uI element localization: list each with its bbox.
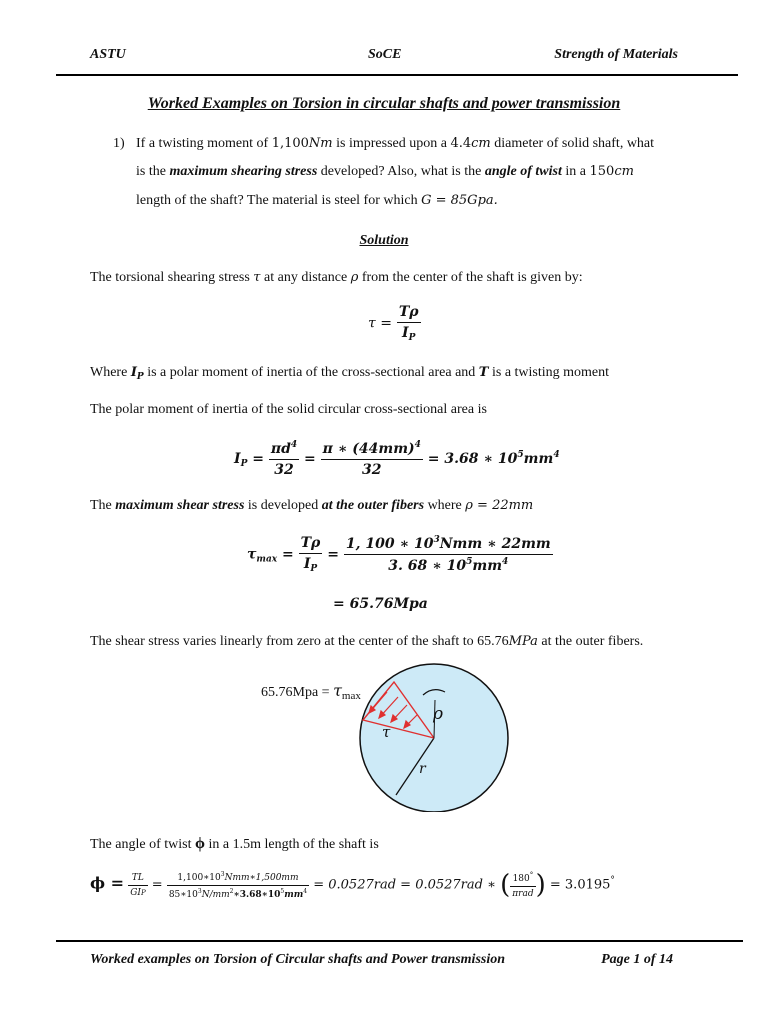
header-right: Strength of Materials bbox=[554, 47, 678, 62]
equation-angle-of-twist: ϕ = $\frac{TL}{\text{GIP}}$ = $\frac{1,100∗10^3Nmm∗1,500mm}{85∗10^3N/mm^2∗3.68∗10^5mm^4}$ = 0.0527rad = 0.0527rad ∗ ( $\frac{180^\circ}{\text{πrad}}$ ) = 3.0195° bbox=[90, 870, 615, 900]
equation-max-shear-result: = 65.76Mpa bbox=[333, 596, 428, 612]
header-rule bbox=[56, 74, 738, 76]
footer-rule bbox=[56, 940, 743, 942]
header-left: ASTU bbox=[90, 47, 126, 62]
paragraph-polar-moment: The polar moment of inertia of the solid circular cross-sectional area is bbox=[90, 402, 487, 417]
paragraph-angle-of-twist: The angle of twist ϕ in a 1.5m length of the shaft is bbox=[90, 835, 379, 852]
equation-shear-stress: τ = $\frac{T\rho}{I_P}$ bbox=[368, 304, 419, 343]
paragraph-linear-variation: The shear stress varies linearly from zero at the center of the shaft to 65.76MPa at the outer fibers. bbox=[90, 634, 644, 649]
paragraph-where: Where $I_P$ is a polar moment of inertia of the cross-sectional area and T is a twisting moment bbox=[90, 365, 610, 382]
problem-line-3: length of the shaft? The material is steel for which G = 85Gpa. bbox=[136, 193, 498, 208]
problem-line-1: If a twisting moment of 1,100Nm is impressed upon a 4.4cm diameter of solid shaft, what bbox=[136, 136, 655, 151]
figure-label-rho: ρ bbox=[433, 704, 443, 724]
footer-left: Worked examples on Torsion of Circular shafts and Power transmission bbox=[90, 952, 506, 967]
figure-label-tau-max: $65.76Mpa = \tau_{max}$ bbox=[261, 681, 361, 702]
problem-number: 1) bbox=[113, 136, 125, 151]
paragraph-max-shear: The maximum shear stress is developed at the outer fibers where ρ = 22mm bbox=[90, 498, 534, 513]
footer-page-number: Page 1 of 14 bbox=[601, 952, 673, 967]
page-title: Worked Examples on Torsion in circular shafts and power transmission bbox=[147, 95, 621, 112]
equation-polar-moment: $I_P$ = $\frac{\pi d^4}{32}$ = $\frac{\pi ∗ (44mm)^4}{32}$ = 3.68 ∗ $10^5mm^4$ bbox=[234, 440, 560, 478]
paragraph-stress-intro: The torsional shearing stress τ at any distance ρ from the center of the shaft is given by: bbox=[90, 270, 583, 285]
shaft-stress-figure bbox=[255, 662, 525, 812]
figure-label-tau: τ bbox=[382, 723, 391, 741]
header-center: SoCE bbox=[368, 47, 402, 62]
equation-max-shear: $\tau_{max}$ = $\frac{T\rho}{I_P}$ = $\frac{1, 100 ∗ 10^3Nmm ∗ 22mm}{3. 68 ∗ 10^5mm^4}$ bbox=[247, 535, 551, 574]
figure-label-radius: r bbox=[419, 761, 426, 777]
solution-heading: Solution bbox=[359, 233, 409, 248]
problem-line-2: is the maximum shearing stress developed? Also, what is the angle of twist in a 150cm bbox=[136, 164, 634, 179]
